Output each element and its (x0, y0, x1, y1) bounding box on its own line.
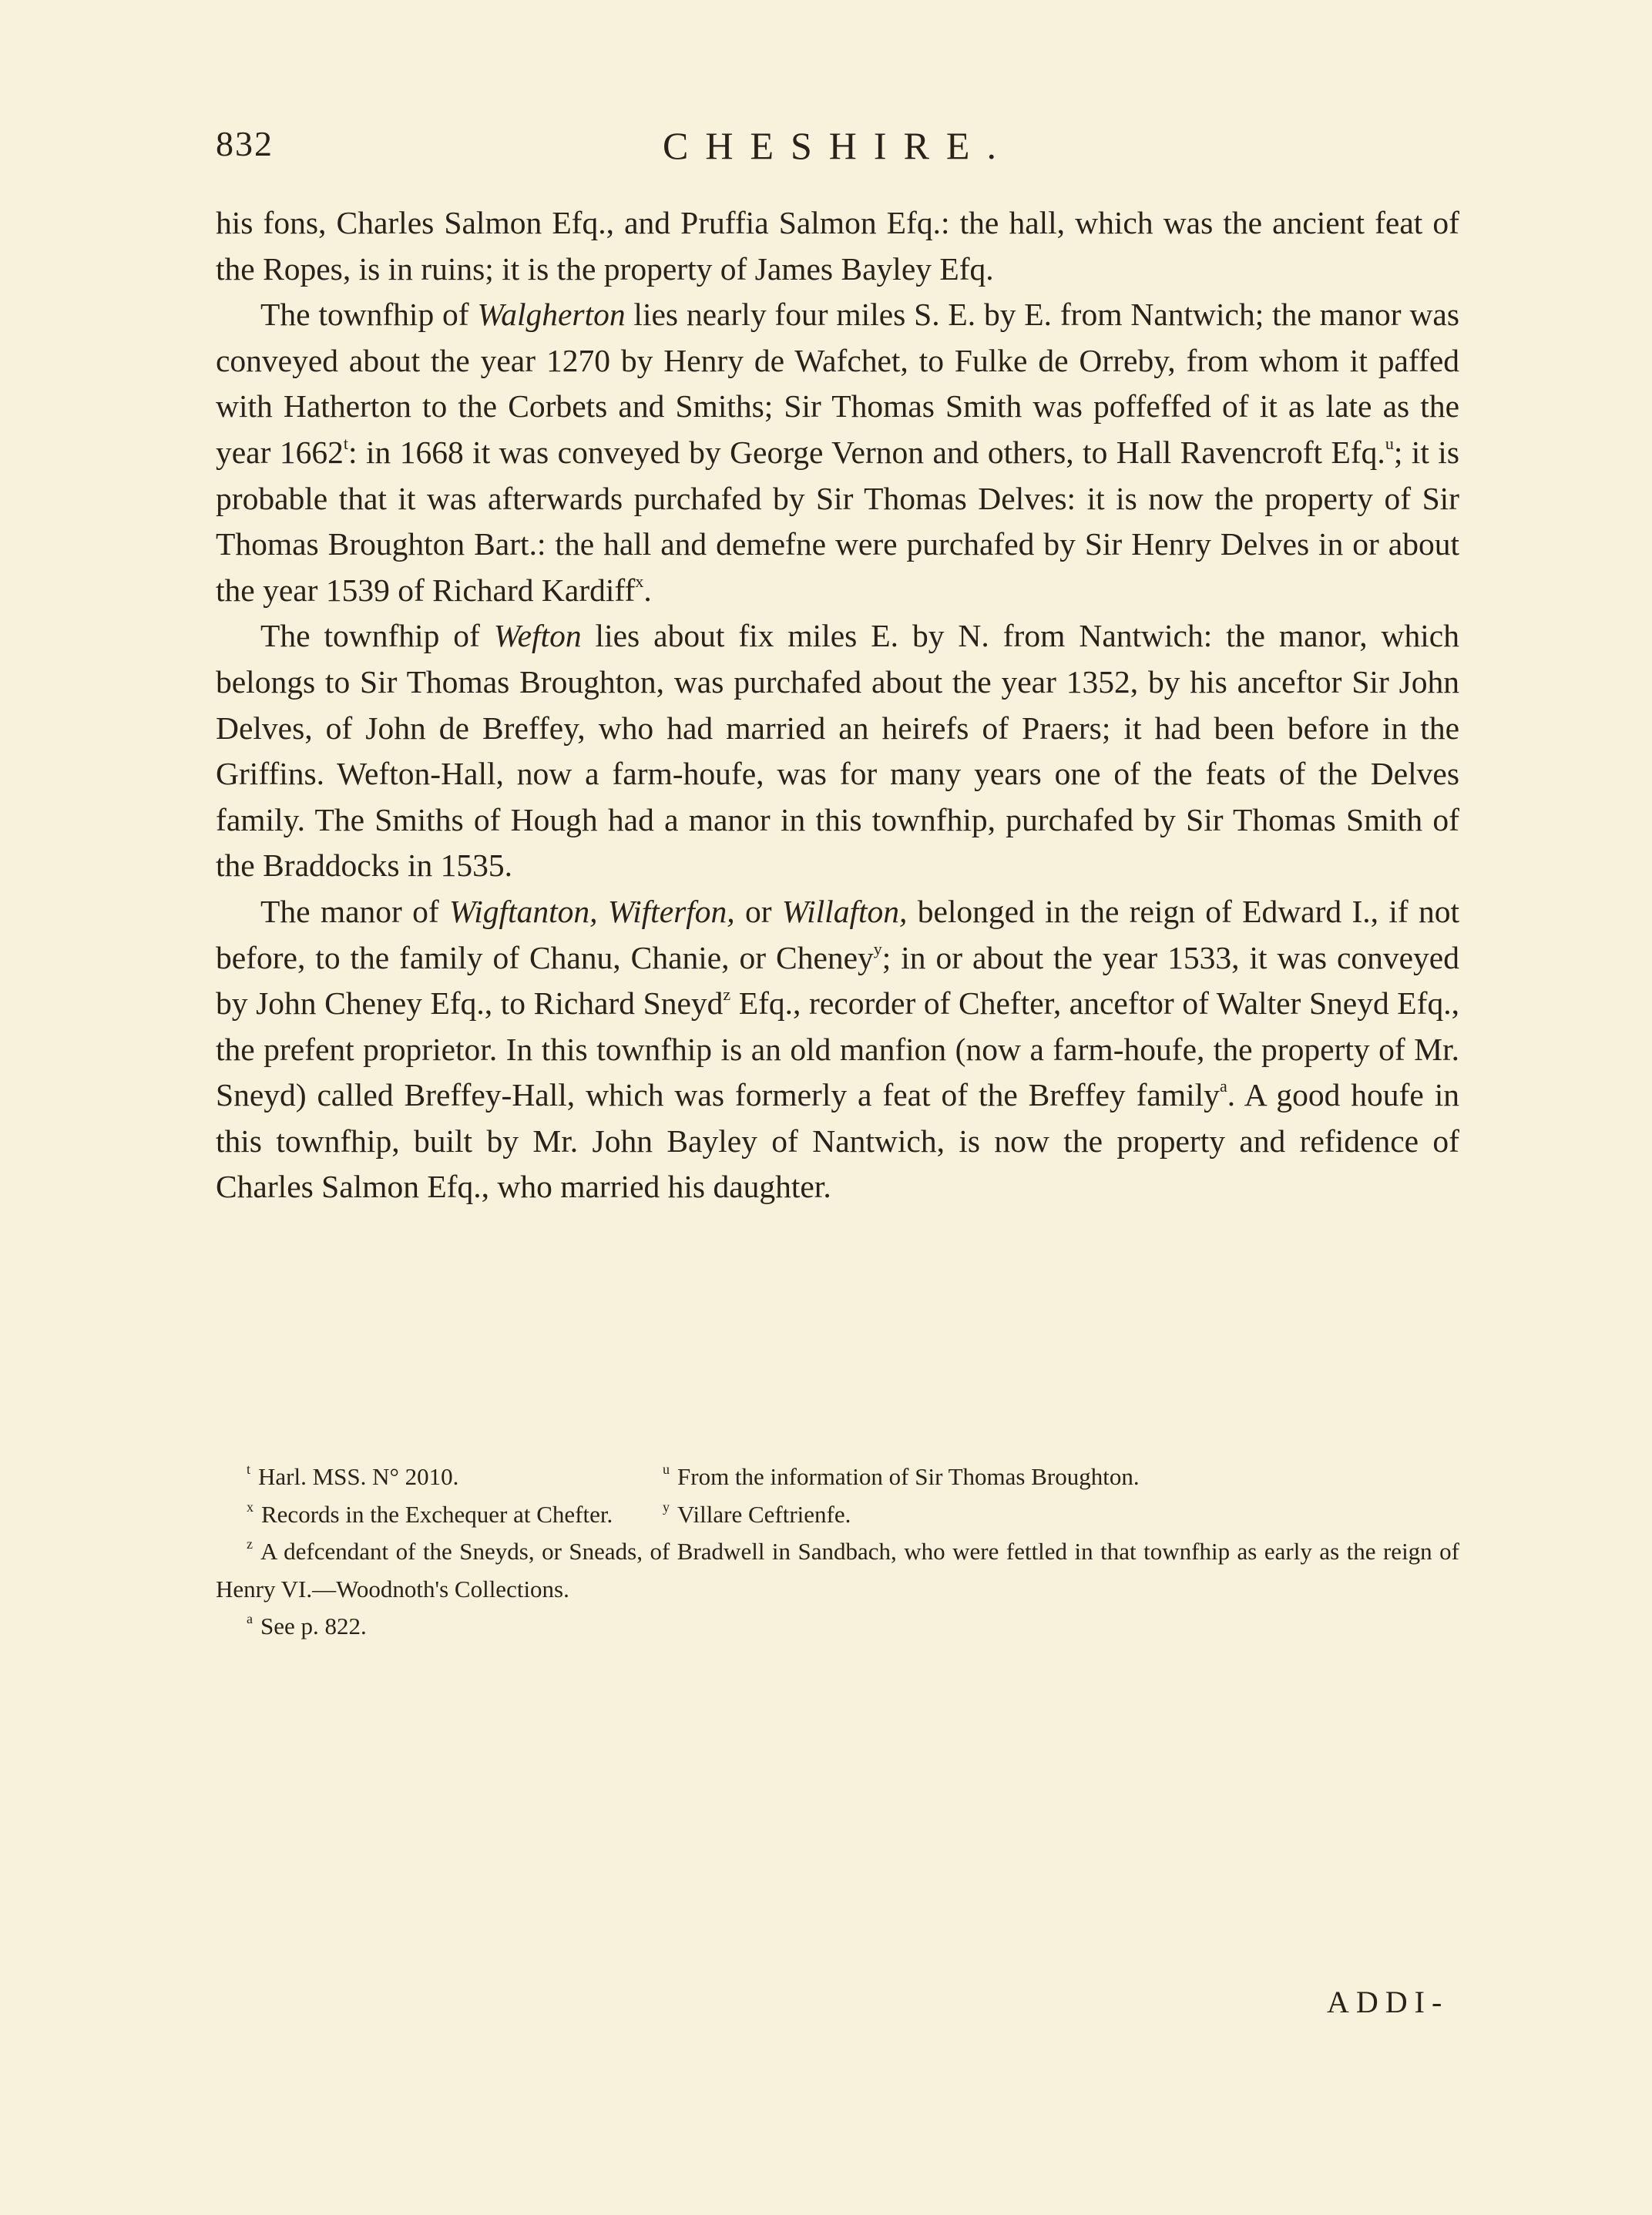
footnote-ref-t[interactable]: t (343, 433, 348, 453)
footnote-ref-x[interactable]: x (635, 571, 644, 591)
footnote-ref-a[interactable]: a (1219, 1076, 1227, 1096)
paragraph-walgherton: The townfhip of Walgherton lies nearly four miles S. E. by E. from Nantwich; the manor was conveyed about the year 1270 by Henry de Wafchet, to Fulke de Orreby, from whom it paffed with Hatherton to the Corbets and Smiths; Sir Thomas Smith was poffeffed of it as late as the year 1662$^t$: in 1668 it was conveyed by George Vernon and others, to Hall Ravencroft Efq.$^u$; it is probable that it was afterwards purchafed by Sir Thomas Delves: it is now the property of Sir Thomas Broughton Bart.: the hall and demefne were purchafed by Sir Henry Delves in or about the year 1539 of Richard Kardiff$^x$. (216, 297, 1459, 608)
footnote-x: $^x$ Records in the Exchequer at Chefter. (247, 1498, 613, 1528)
place-name-weston: Wefton (493, 618, 582, 654)
running-title: CHESHIRE. (663, 124, 1013, 167)
footnote-row (216, 1458, 1459, 1496)
footnote-u: $^u$ From the information of Sir Thomas Broughton. (663, 1462, 1140, 1490)
footnote-row (216, 1496, 1459, 1534)
footnote-y: $^y$ Villare Ceftrienfe. (663, 1498, 851, 1528)
footnote-t: $^t$ Harl. MSS. N° 2010. (247, 1462, 459, 1490)
footnote-ref-u[interactable]: u (1385, 433, 1394, 453)
catchword: ADDI- (1327, 1985, 1449, 2019)
footnote-ref-y[interactable]: y (873, 938, 882, 958)
paragraph-1: his fons, Charles Salmon Efq., and Pruffia Salmon Efq.: the hall, which was the ancient feat of the Ropes, is in ruins; it is the property of James Bayley Efq. (216, 205, 1459, 287)
page-number: 832 (216, 124, 274, 163)
footnote-a: $^a$ See p. 822. (247, 1611, 367, 1639)
footnote-z: $^z$ A defcendant of the Sneyds, or Sneads, of Bradwell in Sandbach, who were fettled in that townfhip as early as the reign of Henry VI.—Woodnoth's Collections. (216, 1536, 1459, 1603)
footnotes (216, 1458, 1459, 1646)
place-name-willaston: Willafton, (781, 893, 908, 929)
place-name-walgherton: Walgherton (477, 297, 626, 333)
footnote-ref-z[interactable]: z (723, 985, 731, 1005)
page-header (216, 123, 1464, 177)
place-name-wigstanton: Wigftanton, Wifterfon, (449, 893, 735, 929)
paragraph-wigstanton: The manor of Wigftanton, Wifterfon, or Willafton, belonged in the reign of Edward I., if not before, to the family of Chanu, Chanie, or Cheney$^y$; in or about the year 1533, it was conveyed by John Cheney Efq., to Richard Sneyd$^z$ Efq., recorder of Chefter, anceftor of Walter Sneyd Efq., the prefent proprietor. In this townfhip is an old manfion (now a farm-houfe, the property of Mr. Sneyd) called Breffey-Hall, which was formerly a feat of the Breffey family$^a$. A good houfe in this townfhip, built by Mr. John Bayley of Nantwich, is now the property and refidence of Charles Salmon Efq., who married his daughter. (216, 893, 1460, 1205)
body-text (216, 200, 1459, 1210)
paragraph-weston: The townfhip of Wefton lies about fix miles E. by N. from Nantwich: the manor, which belongs to Sir Thomas Broughton, was purchafed about the year 1352, by his anceftor Sir John Delves, of John de Breffey, who had married an heirefs of Praers; it had been before in the Griffins. Wefton-Hall, now a farm-houfe, was for many years one of the feats of the Delves family. The Smiths of Hough had a manor in this townfhip, purchafed by Sir Thomas Smith of the Braddocks in 1535. (216, 618, 1459, 884)
